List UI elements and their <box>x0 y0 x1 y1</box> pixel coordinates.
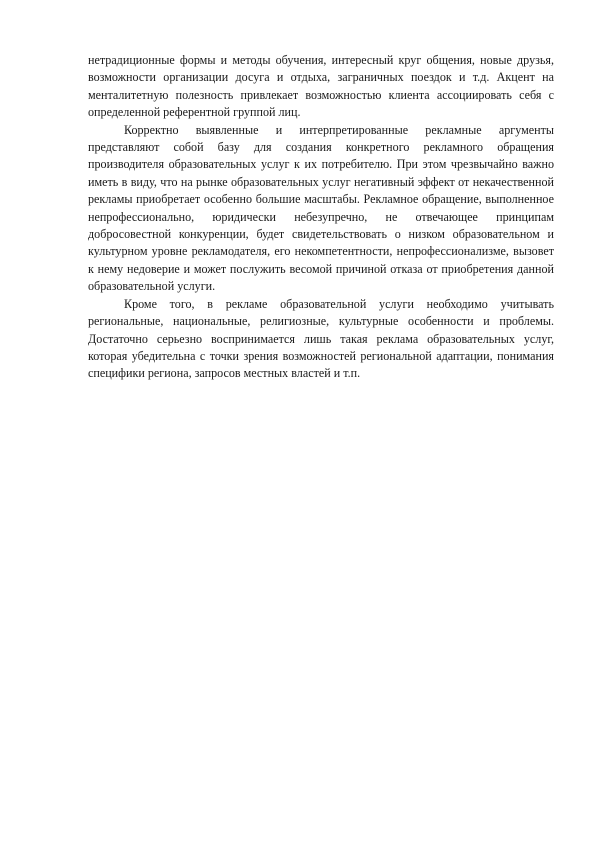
paragraph-2: Корректно выявленные и интерпретированные рекламные аргументы представляют собой базу для создания конкретного рекламного обращения производителя образовательных услуг к их потребителю. При этом чрезвычайно важно иметь в виду, что на рынке образовательных услуг негативный эффект от некачественной рекламы приобретает особенно большие масштабы. Рекламное обращение, выполненное непрофессионально, юридически небезупречно, не отвечающее принципам добросовестной конкуренции, будет свидетельствовать о низком образовательном и культурном уровне рекламодателя, его некомпетентности, непрофессионализме, вызовет к нему недоверие и может послужить весомой причиной отказа от приобретения данной образовательной услуги. <box>88 122 554 294</box>
paragraph-1: нетрадиционные формы и методы обучения, интересный круг общения, новые друзья, возможности организации досуга и отдыха, заграничных поездок и т.д. Акцент на менталитетную полезность привлекает возможностью клиента ассоциировать себя с определенной референтной группой лиц. <box>88 53 554 120</box>
paragraph-3: Кроме того, в рекламе образовательной услуги необходимо учитывать региональные, национальные, религиозные, культурные особенности и проблемы. Достаточно серьезно воспринимается лишь такая реклама образовательных услуг, которая убедительна с точки зрения возможностей региональной адаптации, понимания специфики региона, запросов местных властей и т.п. <box>88 296 554 381</box>
body-text <box>88 52 554 383</box>
